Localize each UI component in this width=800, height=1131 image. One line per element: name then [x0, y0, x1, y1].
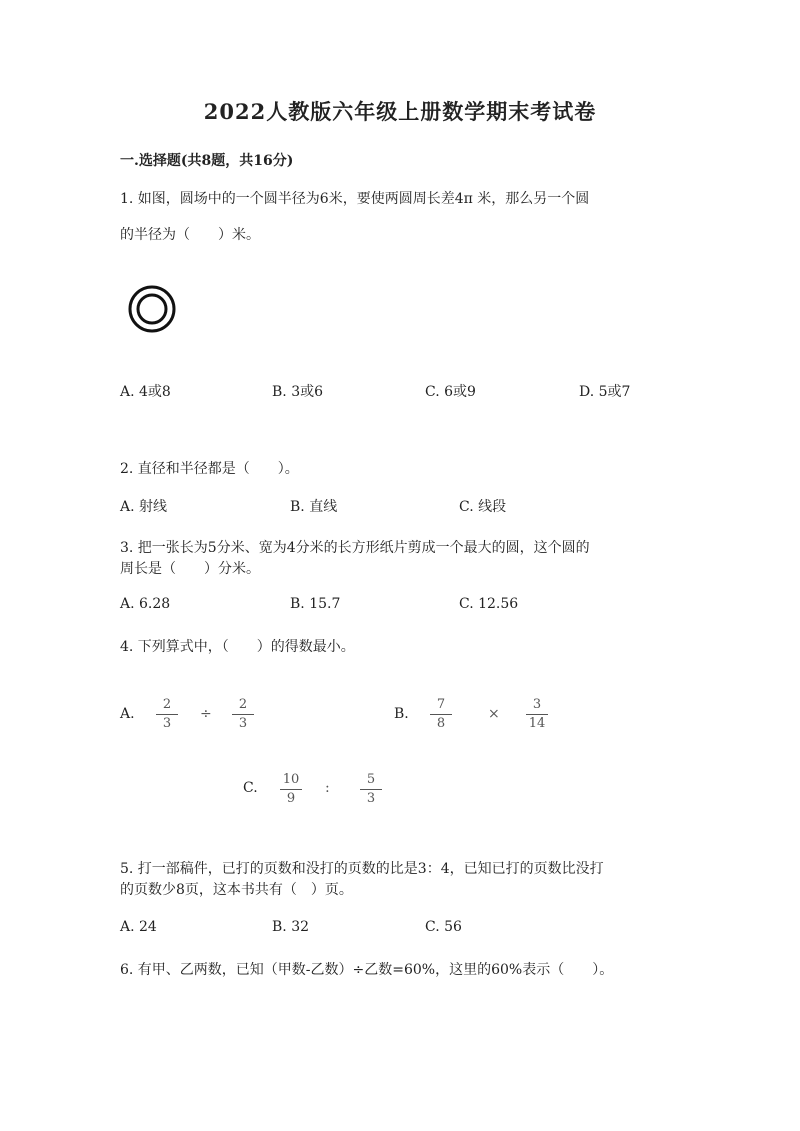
question-5-option-a: A. 24 [120, 919, 157, 935]
question-3-line-1: 3. 把一张长为5分米、宽为4分米的长方形纸片剪成一个最大的圆，这个圆的 [120, 540, 590, 556]
question-3-option-c: C. 12.56 [459, 596, 519, 612]
fraction-bar [430, 714, 452, 715]
question-4-option-a-fraction-2 [226, 697, 260, 732]
concentric-circles-figure [127, 284, 177, 334]
section-heading: 一.选择题(共8题，共16分) [120, 153, 294, 169]
numerator: 7 [436, 697, 446, 712]
question-4-text: 4. 下列算式中，（ ）的得数最小。 [120, 639, 355, 655]
question-4-option-b-label: B. [394, 706, 409, 722]
page-title: 2022人教版六年级上册数学期末考试卷 [203, 99, 597, 124]
denominator: 3 [366, 791, 376, 806]
question-4-option-b-fraction-1 [424, 697, 458, 732]
question-2-text: 2. 直径和半径都是（ ）。 [120, 461, 299, 477]
question-1-option-a: A. 4或8 [120, 384, 171, 400]
question-5-option-c: C. 56 [425, 919, 462, 935]
question-3-option-b: B. 15.7 [290, 596, 341, 612]
question-1-option-b: B. 3或6 [272, 384, 324, 400]
denominator: 3 [238, 716, 248, 731]
fraction-bar [526, 714, 548, 715]
question-4-option-b-operator: × [488, 706, 500, 722]
denominator: 9 [286, 791, 296, 806]
question-1-line-1: 1. 如图，圆场中的一个圆半径为6米，要使两圆周长差4π 米，那么另一个圆 [120, 191, 590, 207]
question-2-option-c: C. 线段 [459, 499, 507, 515]
question-2-option-a: A. 射线 [120, 499, 168, 515]
denominator: 8 [436, 716, 446, 731]
question-4-option-c-operator: : [325, 780, 330, 796]
question-4-option-a-operator: ÷ [200, 706, 212, 722]
denominator: 14 [528, 716, 546, 731]
question-4-option-a-label: A. [120, 706, 135, 722]
question-5-option-b: B. 32 [272, 919, 310, 935]
question-4-option-b-fraction-2 [520, 697, 554, 732]
question-4-option-a-fraction-1 [150, 697, 184, 732]
question-4-option-c-label: C. [243, 780, 258, 796]
question-3-option-a: A. 6.28 [120, 596, 171, 612]
question-1-option-d: D. 5或7 [579, 384, 631, 400]
fraction-bar [280, 789, 302, 790]
question-3-line-2: 周长是（ ）分米。 [120, 561, 260, 577]
question-5-line-2: 的页数少8页，这本书共有（ ）页。 [120, 882, 353, 898]
numerator: 5 [366, 772, 376, 787]
question-6-text: 6. 有甲、乙两数，已知（甲数-乙数）÷乙数=60%，这里的60%表示（ ）。 [120, 962, 614, 978]
question-4-option-c-fraction-2 [354, 772, 388, 807]
numerator: 2 [238, 697, 248, 712]
question-5-line-1: 5. 打一部稿件，已打的页数和没打的页数的比是3：4，已知已打的页数比没打 [120, 861, 604, 877]
fraction-bar [360, 789, 382, 790]
question-4-option-c-fraction-1 [274, 772, 308, 807]
numerator: 3 [532, 697, 542, 712]
fraction-bar [232, 714, 254, 715]
question-1-line-2: 的半径为（ ）米。 [120, 227, 260, 243]
numerator: 10 [282, 772, 300, 787]
question-2-option-b: B. 直线 [290, 499, 338, 515]
numerator: 2 [162, 697, 172, 712]
fraction-bar [156, 714, 178, 715]
denominator: 3 [162, 716, 172, 731]
question-1-option-c: C. 6或9 [425, 384, 476, 400]
